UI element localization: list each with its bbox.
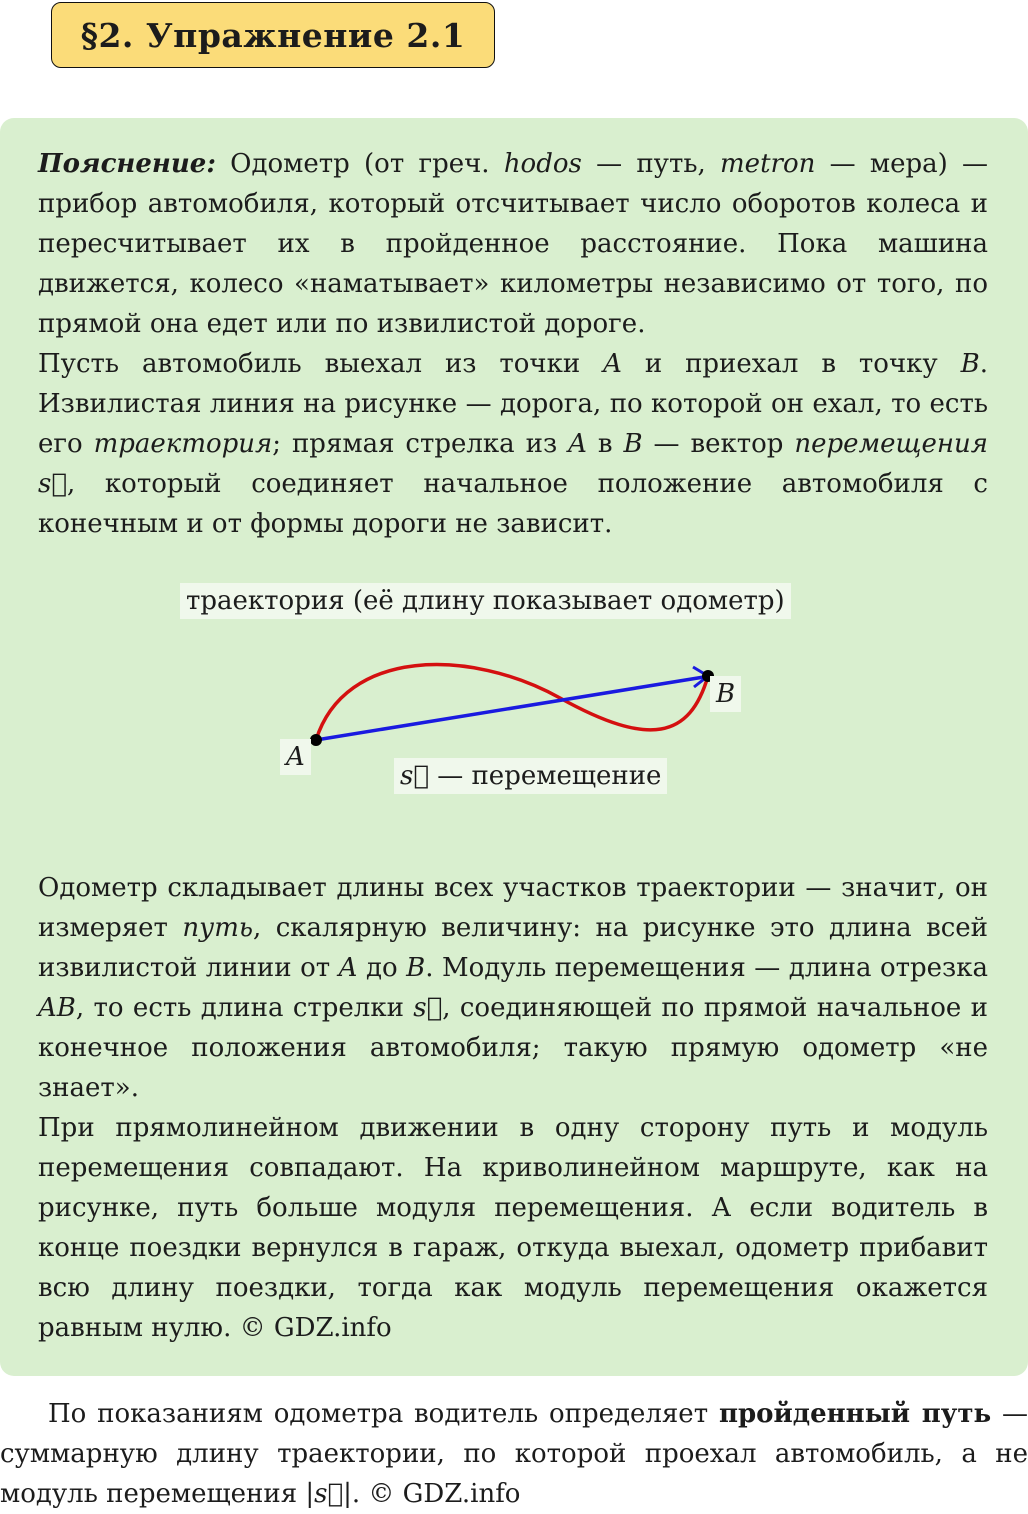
text-run: — мера) — прибор автомобиля, который отсчитывает число оборотов колеса и пересчитывает их в пройденное расстояние. Пока машина движется, колесо «наматывает» километры независимо от того, по прямой она едет или по извилистой дороге. <box>38 149 988 339</box>
term-trajectory: траектория <box>93 429 273 459</box>
explanation-panel <box>0 118 1028 1376</box>
text-run: . Модуль перемещения — длина отрезка <box>425 953 988 983</box>
term-hodos: hodos <box>503 149 582 179</box>
text-run: — вектор <box>642 429 795 459</box>
section-title: §2. Упражнение 2.1 <box>80 15 466 55</box>
explanation-label: Пояснение: <box>38 149 216 179</box>
math-ab: AB <box>38 993 76 1023</box>
math-b: B <box>406 953 426 983</box>
copyright-note: © GDZ.info <box>239 1313 392 1343</box>
text-run: и приехал в точку <box>621 349 961 379</box>
term-path: путь <box>182 913 254 943</box>
math-b: B <box>960 349 980 379</box>
text-run: , который соединяет начальное положение автомобиля с конечным и от формы дороги не зависит. <box>38 469 988 539</box>
footer-paragraph <box>0 1394 1028 1514</box>
copyright-note: © GDZ.info <box>368 1479 521 1509</box>
term-distance-travelled: пройденный путь <box>718 1399 992 1429</box>
text-run: ; прямая стрелка из <box>272 429 569 459</box>
section-title-badge <box>51 2 495 68</box>
text-run: При прямолинейном движении в одну сторону путь и модуль перемещения совпадают. На криволинейном маршруте, как на рисунке, путь больше модуля перемещения. А если водитель в конце поездки вернулся в гараж, откуда выехал, одометр прибавит всю длину поездки, тогда как модуль перемещения окажется равным нулю. <box>38 1113 988 1343</box>
math-vector-s: s⃗ <box>413 993 443 1023</box>
text-run: — путь, <box>581 149 721 179</box>
math-vector-s: s⃗ <box>400 761 429 791</box>
math-vector-s: s⃗ <box>38 469 67 499</box>
math-a: A <box>568 429 587 459</box>
text-run: . Извилистая линия на рисунке — дорога, по которой он ехал, то есть его <box>38 349 988 459</box>
term-metron: metron <box>720 149 816 179</box>
text-run: Одометр (от греч. <box>215 149 504 179</box>
text-run: Одометр складывает длины всех участков траектории — значит, он измеряет <box>38 873 988 943</box>
point-a-label: A <box>280 739 311 775</box>
text-run: до <box>357 953 407 983</box>
text-run: , то есть длина стрелки <box>75 993 414 1023</box>
point-b-label: B <box>710 676 741 712</box>
text-run: Пусть автомобиль выехал из точки <box>38 349 604 379</box>
text-run: , соединяющей по прямой начальное и конечное положения автомобиля; такую прямую одометр «не знает». <box>38 993 988 1103</box>
displacement-caption: — перемещение <box>428 761 662 791</box>
math-abs-s: |s⃗| <box>305 1479 352 1509</box>
math-b: B <box>623 429 643 459</box>
text-run: , скалярную величину: на рисунке это длина всей извилистой линии от <box>38 913 989 983</box>
point-a-dot <box>310 734 322 746</box>
paragraph-conclusion <box>38 1108 988 1348</box>
text-run: — суммарную длину траектории, по которой проехал автомобиль, а не модуль перемещения <box>0 1399 1028 1509</box>
text-run: . <box>351 1479 369 1509</box>
text-run: По показаниям одометра водитель определяет <box>48 1399 719 1429</box>
trajectory-label: траектория (её длину показывает одометр) <box>180 583 791 619</box>
text-run: в <box>586 429 624 459</box>
displacement-label <box>394 758 667 794</box>
paragraph-odometer <box>38 868 988 1108</box>
math-a: A <box>338 953 358 983</box>
math-a: A <box>603 349 622 379</box>
term-displacement: перемещения <box>794 429 989 459</box>
